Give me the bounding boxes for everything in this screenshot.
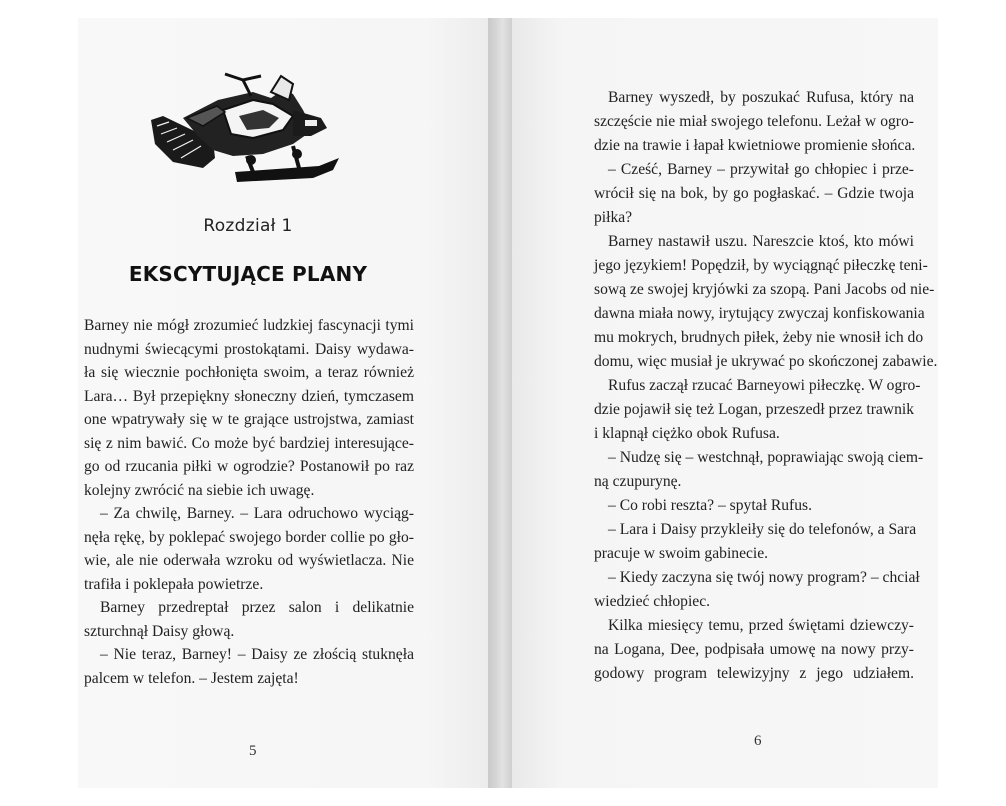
chapter-title: EKSCYTUJĄCE PLANY — [128, 262, 368, 286]
text-line: dzie na trawie i łapał kwietniowe promienie słońca. — [594, 137, 916, 154]
chapter-label: Rozdział 1 — [203, 216, 293, 236]
text-line: szczęście nie miał swojego telefonu. Leżał w ogro- — [594, 113, 914, 130]
text-line: – Co robi reszta? – spytał Rufus. — [608, 497, 812, 514]
text-line: dzie pojawił się też Logan, przeszedł przez trawnik — [594, 401, 914, 418]
text-line: Rufus zaczął rzucać Barneyowi piłeczkę. W ogro- — [608, 377, 921, 394]
text-line: godowy program telewizyjny z jego udziałem. — [594, 665, 914, 682]
text-line: się z nim bawić. Co może być bardziej interesujące- — [84, 434, 414, 452]
text-line: domu, więc musiał je ukrywać po skończonej zabawie. — [594, 353, 938, 370]
text-line: – Nudzę się – westchnął, poprawiając swoją ciem- — [608, 449, 924, 466]
text-line: Barney nie mógł zrozumieć ludzkiej fascynacji tymi — [84, 317, 414, 334]
text-line: – Za chwilę, Barney. – Lara odruchowo wyciąg- — [100, 505, 414, 522]
text-line: kolejny zwrócić na siebie ich uwagę. — [84, 481, 315, 499]
text-line: Barney przedreptał przez salon i delikatnie — [100, 599, 414, 616]
text-line: trafiła i poklepała powietrze. — [84, 575, 264, 593]
text-line: piłka? — [594, 209, 633, 226]
text-line: ną czupurynę. — [594, 473, 682, 490]
left-page-text — [84, 316, 414, 696]
text-line: – Nie teraz, Barney! – Daisy ze złością stuknęła — [100, 646, 414, 663]
text-line: nęła rękę, by poklepać swojego border collie po gło- — [84, 528, 414, 546]
text-line: wrócił się na bok, by go pogłaskać. – Gdzie twoja — [594, 185, 914, 202]
text-line: one wpatrywały się w te grające ustrojstwa, zamiast — [84, 411, 414, 428]
text-line: wiedzieć chłopiec. — [594, 593, 711, 610]
text-line: jego językiem! Popędził, by wyciągnąć piłeczkę teni- — [594, 257, 928, 274]
snowmobile-illustration — [143, 70, 343, 200]
text-line: na Logana, Dee, podpisała umowę na nowy przy- — [594, 641, 914, 658]
text-line: wie, ale nie oderwała wzroku od wyświetlacza. Nie — [84, 552, 414, 569]
text-line: palcem w telefon. – Jestem zajęta! — [84, 669, 299, 687]
text-line: – Cześć, Barney – przywitał go chłopiec i prze- — [608, 161, 914, 178]
text-line: go od rzucania piłki w ogrodzie? Postanowił po raz — [84, 458, 414, 475]
book-gutter — [488, 18, 512, 788]
text-line: – Lara i Daisy przykleiły się do telefonów, a Sara — [608, 521, 917, 538]
text-line: i klapnął ciężko obok Rufusa. — [594, 425, 780, 442]
text-line: nudnymi świecącymi prostokątami. Daisy wydawa- — [84, 340, 414, 358]
text-line: – Kiedy zaczyna się twój nowy program? – chciał — [608, 569, 920, 586]
text-line: Barney nastawił uszu. Nareszcie ktoś, kto mówi — [608, 233, 914, 250]
text-line: dawna miała nowy, irytujący zwyczaj konfiskowania — [594, 305, 925, 322]
page-number-right: 6 — [754, 733, 762, 749]
text-line: szturchnął Daisy głową. — [84, 622, 235, 640]
text-line: sową ze swojej kryjówki za szopą. Pani Jacobs od nie- — [594, 281, 935, 298]
page-number-left: 5 — [249, 743, 257, 759]
right-page-text — [594, 88, 938, 698]
text-line: mu mokrych, brudnych piłek, żeby nie wnosił ich do — [594, 329, 924, 346]
text-line: Barney wyszedł, by poszukać Rufusa, który na — [608, 89, 914, 106]
text-line: Lara… Był przepiękny słoneczny dzień, tymczasem — [84, 387, 414, 405]
text-line: pracuje w swoim gabinecie. — [594, 545, 769, 562]
text-line: Kilka miesięcy temu, przed świętami dziewczy- — [608, 617, 914, 634]
text-line: ła się wiecznie pochłonięta swoim, a teraz również — [84, 364, 414, 381]
